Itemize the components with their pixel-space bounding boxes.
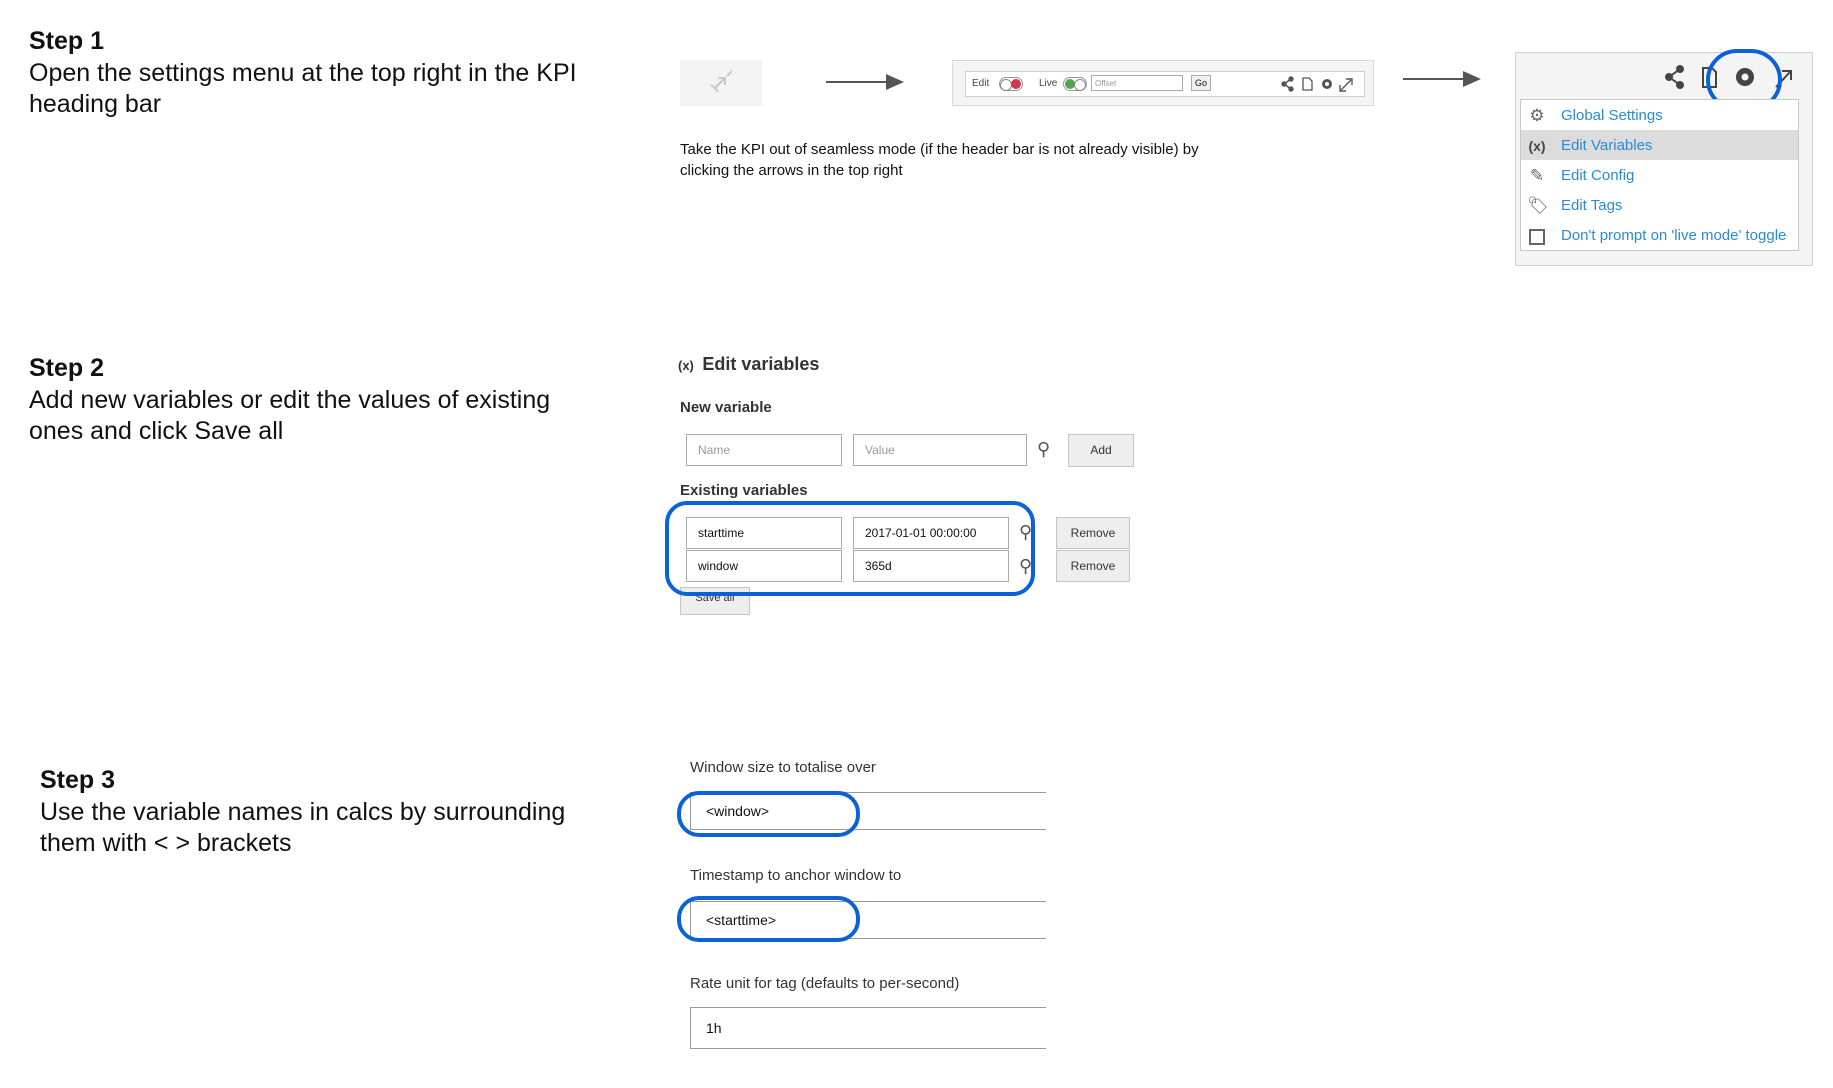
- variables-icon: (x): [1528, 138, 1546, 154]
- edit-label: Edit: [972, 78, 990, 89]
- variable-name-field[interactable]: window: [686, 550, 842, 582]
- new-variable-label: New variable: [680, 399, 772, 416]
- window-size-field[interactable]: <window>: [690, 792, 1046, 830]
- menu-item-label: Edit Variables: [1561, 137, 1653, 154]
- menu-item-label: Edit Config: [1561, 167, 1635, 184]
- settings-menu-panel: [1515, 52, 1813, 266]
- variable-value-field[interactable]: 2017-01-01 00:00:00: [853, 517, 1009, 549]
- kpi-header-bar: [952, 60, 1374, 106]
- edit-toggle[interactable]: [999, 77, 1023, 91]
- calc-field-label: Window size to totalise over: [690, 759, 876, 776]
- menu-item-label: Global Settings: [1561, 107, 1663, 124]
- step2-title: Step 2: [29, 354, 105, 382]
- add-button[interactable]: Add: [1068, 434, 1134, 467]
- search-icon[interactable]: ⚲: [1019, 556, 1033, 576]
- step1-instruction: Take the KPI out of seamless mode (if the header bar is not already visible) by clicking the arrows in the top right: [680, 141, 1199, 179]
- search-icon[interactable]: ⚲: [1019, 522, 1033, 542]
- anchor-timestamp-field[interactable]: <starttime>: [690, 901, 1046, 939]
- document-icon[interactable]: [1303, 78, 1312, 90]
- collapse-arrows-icon[interactable]: [680, 60, 762, 106]
- step1-description: Open the settings menu at the top right in the KPI heading bar: [29, 59, 577, 118]
- seamless-mode-widget[interactable]: [680, 60, 762, 106]
- gear-icon: ⚙: [1529, 106, 1545, 125]
- live-label: Live: [1039, 78, 1058, 89]
- live-toggle[interactable]: [1063, 77, 1087, 91]
- header-bar-controls: [965, 71, 1365, 97]
- pencil-icon: ✎: [1529, 166, 1545, 185]
- existing-variables-label: Existing variables: [680, 482, 808, 499]
- flow-arrow: [826, 81, 902, 83]
- menu-item-label: Edit Tags: [1561, 197, 1623, 214]
- menu-item-live-mode-prompt[interactable]: [1521, 220, 1798, 250]
- tag-icon: 🏷: [1527, 196, 1549, 215]
- remove-button[interactable]: Remove: [1056, 550, 1130, 582]
- variables-icon: (x): [678, 358, 694, 373]
- step2-description: Add new variables or edit the values of existing ones and click Save all: [29, 386, 551, 445]
- new-variable-value-input[interactable]: Value: [853, 434, 1027, 466]
- share-icon[interactable]: [1666, 66, 1683, 88]
- gear-icon[interactable]: [1322, 79, 1332, 89]
- existing-variables-highlight: [665, 501, 1035, 596]
- calc-field-label: Timestamp to anchor window to: [690, 867, 902, 884]
- settings-dropdown: [1520, 99, 1799, 251]
- flow-arrow: [1403, 78, 1479, 80]
- rate-unit-field[interactable]: 1h: [690, 1007, 1046, 1049]
- variable-value-field[interactable]: 365d: [853, 550, 1009, 582]
- step3-title: Step 3: [40, 766, 116, 794]
- menu-item-global-settings[interactable]: [1521, 100, 1798, 130]
- edit-variables-dialog-header: [678, 354, 819, 375]
- menu-item-edit-config[interactable]: [1521, 160, 1798, 190]
- go-button[interactable]: Go: [1191, 75, 1211, 91]
- remove-button[interactable]: Remove: [1056, 517, 1130, 549]
- window-field-highlight: [677, 791, 860, 837]
- menu-item-edit-tags[interactable]: [1521, 190, 1798, 220]
- step1-title: Step 1: [29, 27, 105, 55]
- menu-item-edit-variables[interactable]: [1521, 130, 1798, 160]
- offset-input[interactable]: Offset: [1091, 75, 1183, 91]
- step3-description: Use the variable names in calcs by surrounding them with < > brackets: [40, 798, 566, 857]
- variable-name-field[interactable]: starttime: [686, 517, 842, 549]
- new-variable-name-input[interactable]: Name: [686, 434, 842, 466]
- menu-item-label: Don't prompt on 'live mode' toggle: [1561, 227, 1787, 244]
- calc-field-label: Rate unit for tag (defaults to per-second): [690, 975, 960, 992]
- save-all-button[interactable]: Save all: [680, 587, 750, 615]
- dialog-title: Edit variables: [702, 354, 820, 374]
- search-icon[interactable]: ⚲: [1037, 439, 1051, 459]
- share-icon[interactable]: [1282, 77, 1293, 91]
- expand-icon[interactable]: [1340, 79, 1352, 91]
- starttime-field-highlight: [677, 896, 860, 942]
- checkbox-icon[interactable]: [1527, 226, 1547, 246]
